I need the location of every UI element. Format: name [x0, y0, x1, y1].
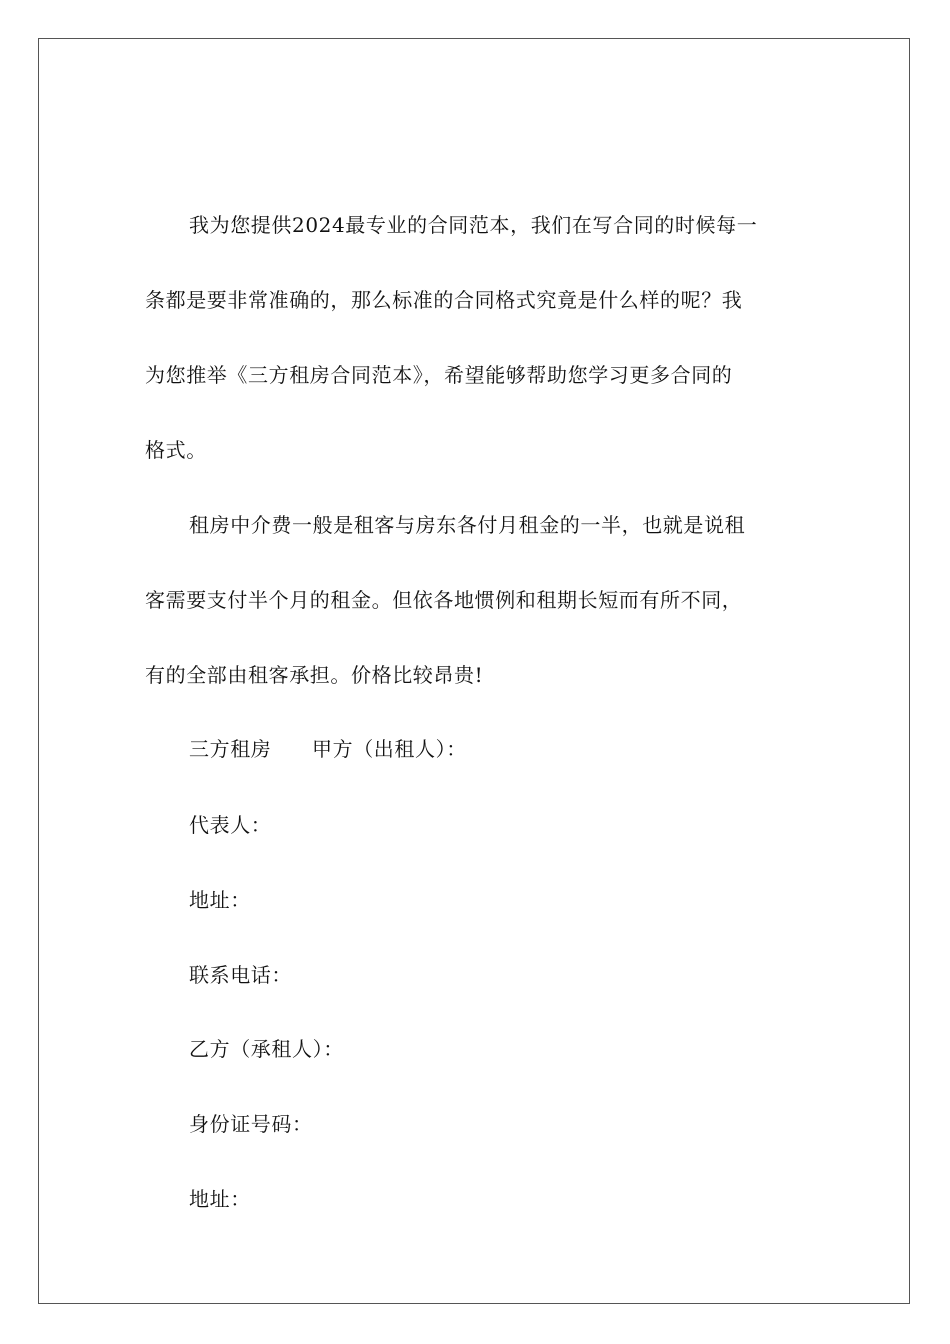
- intro-line-4: 格式。: [145, 438, 207, 462]
- party-a-label: 甲方（出租人）：: [312, 737, 467, 761]
- field-id-number: 身份证号码：: [189, 1112, 313, 1136]
- field-party-b: 乙方（承租人）：: [189, 1037, 344, 1061]
- field-representative: 代表人：: [189, 813, 272, 837]
- fee-line-2: 客需要支付半个月的租金。但依各地惯例和租期长短而有所不同，: [145, 588, 743, 612]
- intro-line-2: 条都是要非常准确的，那么标准的合同格式究竟是什么样的呢？我: [145, 288, 743, 312]
- fee-line-1: 租房中介费一般是租客与房东各付月租金的一半，也就是说租: [189, 513, 746, 537]
- field-address-a: 地址：: [189, 888, 251, 912]
- contract-title: 三方租房: [189, 737, 272, 761]
- intro-line-1: 我为您提供2024最专业的合同范本，我们在写合同的时候每一: [189, 213, 758, 237]
- fee-line-3: 有的全部由租客承担。价格比较昂贵!: [145, 663, 484, 687]
- intro-line-3: 为您推举《三方租房合同范本》，希望能够帮助您学习更多合同的: [145, 363, 733, 387]
- field-address-b: 地址：: [189, 1187, 251, 1211]
- field-phone: 联系电话：: [189, 963, 292, 987]
